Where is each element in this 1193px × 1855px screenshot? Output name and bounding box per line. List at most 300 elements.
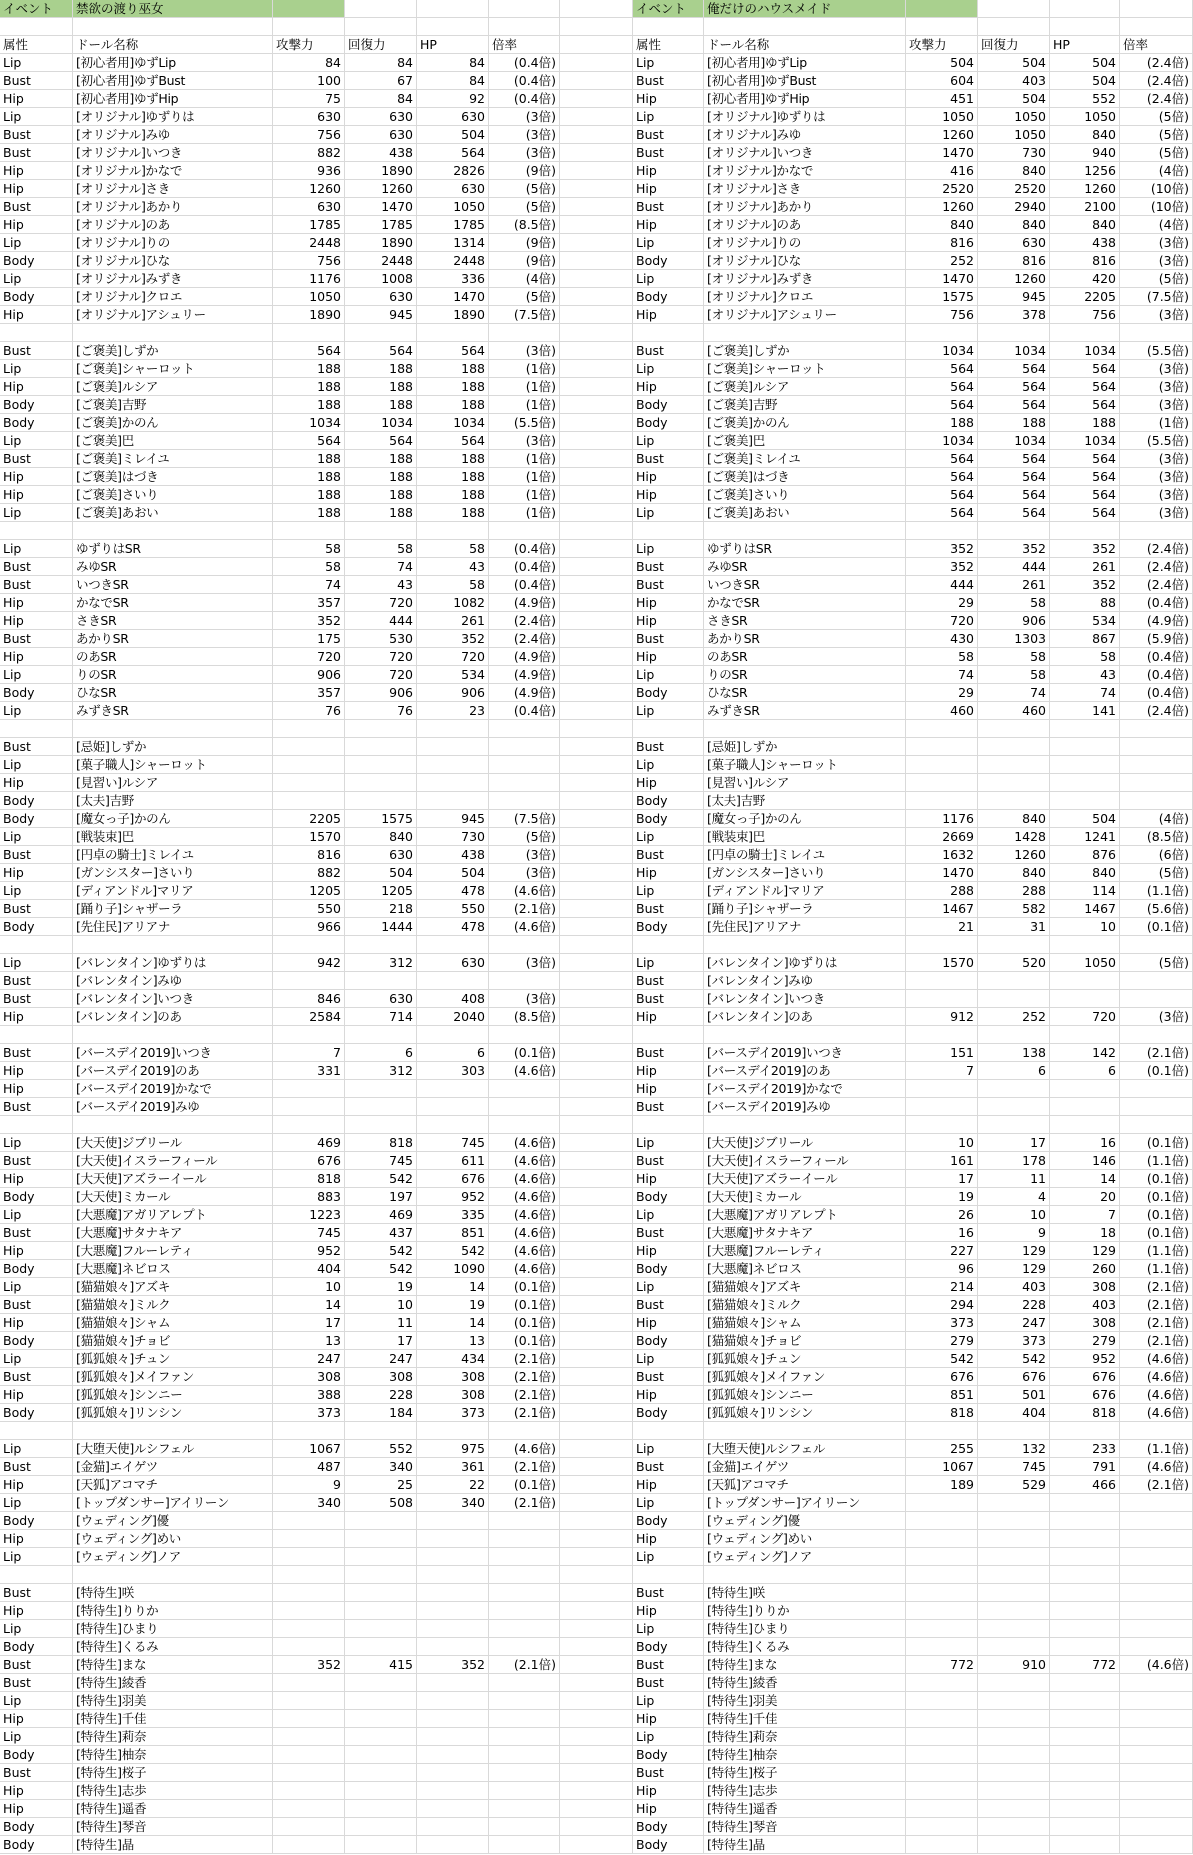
table-cell[interactable]: 564: [906, 378, 978, 396]
table-cell[interactable]: Hip: [633, 1062, 704, 1080]
table-cell[interactable]: [489, 1836, 560, 1854]
table-cell[interactable]: (4.6倍): [1120, 1386, 1193, 1404]
table-cell[interactable]: 564: [417, 432, 489, 450]
table-cell[interactable]: 29: [906, 594, 978, 612]
table-cell[interactable]: [906, 1422, 978, 1440]
table-cell[interactable]: 58: [417, 576, 489, 594]
table-cell[interactable]: [489, 1800, 560, 1818]
table-cell[interactable]: 460: [906, 702, 978, 720]
table-cell[interactable]: [オリジナル]りの: [704, 234, 906, 252]
table-cell[interactable]: 720: [273, 648, 345, 666]
table-cell[interactable]: Lip: [633, 540, 704, 558]
table-cell[interactable]: 469: [273, 1134, 345, 1152]
table-cell[interactable]: Hip: [633, 1800, 704, 1818]
table-cell[interactable]: (5.5倍): [489, 414, 560, 432]
table-cell[interactable]: 340: [417, 1494, 489, 1512]
table-cell[interactable]: [345, 1620, 417, 1638]
table-cell[interactable]: 676: [906, 1368, 978, 1386]
table-cell[interactable]: [大堕天使]ルシフェル: [73, 1440, 273, 1458]
table-cell[interactable]: 1570: [273, 828, 345, 846]
table-cell[interactable]: 74: [978, 684, 1050, 702]
table-cell[interactable]: 952: [273, 1242, 345, 1260]
table-cell[interactable]: [345, 1098, 417, 1116]
table-cell[interactable]: [バースデイ2019]いつき: [704, 1044, 906, 1062]
table-cell[interactable]: Lip: [633, 1620, 704, 1638]
table-cell[interactable]: (8.5倍): [489, 1008, 560, 1026]
table-cell[interactable]: (0.1倍): [1120, 918, 1193, 936]
table-cell[interactable]: [オリジナル]みゆ: [73, 126, 273, 144]
table-cell[interactable]: Lip: [633, 108, 704, 126]
table-cell[interactable]: [560, 486, 633, 504]
table-cell[interactable]: 404: [273, 1260, 345, 1278]
table-cell[interactable]: 129: [978, 1242, 1050, 1260]
table-cell[interactable]: Bust: [633, 198, 704, 216]
table-cell[interactable]: [0, 324, 73, 342]
table-cell[interactable]: [345, 1782, 417, 1800]
table-cell[interactable]: Body: [633, 1188, 704, 1206]
table-cell[interactable]: Lip: [0, 1548, 73, 1566]
table-cell[interactable]: [560, 1764, 633, 1782]
table-cell[interactable]: [560, 1278, 633, 1296]
table-cell[interactable]: 252: [906, 252, 978, 270]
table-cell[interactable]: [345, 1080, 417, 1098]
table-cell[interactable]: [345, 1818, 417, 1836]
table-cell[interactable]: 261: [1050, 558, 1120, 576]
table-cell[interactable]: 818: [1050, 1404, 1120, 1422]
table-cell[interactable]: (0.1倍): [1120, 1062, 1193, 1080]
table-cell[interactable]: [273, 774, 345, 792]
table-cell[interactable]: (2.1倍): [489, 1350, 560, 1368]
table-cell[interactable]: Bust: [0, 576, 73, 594]
table-cell[interactable]: 58: [345, 540, 417, 558]
table-cell[interactable]: 1050: [906, 108, 978, 126]
table-cell[interactable]: [560, 288, 633, 306]
table-cell[interactable]: 1890: [345, 234, 417, 252]
table-cell[interactable]: [忌姫]しずか: [73, 738, 273, 756]
table-cell[interactable]: 58: [273, 540, 345, 558]
table-cell[interactable]: 430: [906, 630, 978, 648]
table-cell[interactable]: (4倍): [489, 270, 560, 288]
table-cell[interactable]: 1785: [417, 216, 489, 234]
table-cell[interactable]: Body: [0, 684, 73, 702]
table-cell[interactable]: [太夫]吉野: [704, 792, 906, 810]
table-cell[interactable]: [345, 1548, 417, 1566]
table-cell[interactable]: [560, 1692, 633, 1710]
table-cell[interactable]: [345, 1566, 417, 1584]
table-cell[interactable]: [978, 1836, 1050, 1854]
table-cell[interactable]: 630: [417, 108, 489, 126]
table-cell[interactable]: [560, 774, 633, 792]
table-cell[interactable]: 352: [1050, 576, 1120, 594]
table-cell[interactable]: [978, 972, 1050, 990]
event-header-cell[interactable]: [560, 0, 633, 18]
table-cell[interactable]: [633, 1566, 704, 1584]
table-cell[interactable]: 252: [978, 1008, 1050, 1026]
table-cell[interactable]: (2.4倍): [1120, 72, 1193, 90]
table-cell[interactable]: Hip: [633, 486, 704, 504]
table-cell[interactable]: Body: [633, 252, 704, 270]
table-cell[interactable]: [大悪魔]ネビロス: [704, 1260, 906, 1278]
table-cell[interactable]: [73, 1026, 273, 1044]
table-cell[interactable]: [特待生]綾香: [73, 1674, 273, 1692]
table-cell[interactable]: 542: [345, 1260, 417, 1278]
table-cell[interactable]: 31: [978, 918, 1050, 936]
table-cell[interactable]: 818: [906, 1404, 978, 1422]
table-cell[interactable]: 1632: [906, 846, 978, 864]
event-header-cell[interactable]: [417, 0, 489, 18]
table-cell[interactable]: 75: [273, 90, 345, 108]
event-header-cell[interactable]: [906, 0, 978, 18]
table-cell[interactable]: 676: [1050, 1386, 1120, 1404]
table-cell[interactable]: Body: [633, 918, 704, 936]
table-cell[interactable]: 756: [906, 306, 978, 324]
table-cell[interactable]: 542: [906, 1350, 978, 1368]
table-cell[interactable]: [704, 1566, 906, 1584]
table-cell[interactable]: Body: [0, 918, 73, 936]
table-cell[interactable]: 188: [417, 468, 489, 486]
table-cell[interactable]: 14: [273, 1296, 345, 1314]
table-cell[interactable]: Hip: [0, 1314, 73, 1332]
table-cell[interactable]: Lip: [0, 1692, 73, 1710]
table-cell[interactable]: [猫猫娘々]アズキ: [73, 1278, 273, 1296]
table-cell[interactable]: [バースデイ2019]みゆ: [73, 1098, 273, 1116]
table-cell[interactable]: Hip: [633, 864, 704, 882]
table-cell[interactable]: [560, 1602, 633, 1620]
table-cell[interactable]: Lip: [0, 270, 73, 288]
table-cell[interactable]: [978, 1512, 1050, 1530]
table-cell[interactable]: [704, 324, 906, 342]
table-cell[interactable]: Lip: [633, 1494, 704, 1512]
table-cell[interactable]: (2.1倍): [1120, 1476, 1193, 1494]
table-cell[interactable]: Bust: [0, 1458, 73, 1476]
table-cell[interactable]: Body: [633, 1512, 704, 1530]
table-cell[interactable]: 10: [1050, 918, 1120, 936]
table-cell[interactable]: 2584: [273, 1008, 345, 1026]
table-cell[interactable]: (3倍): [1120, 396, 1193, 414]
table-cell[interactable]: [狐狐娘々]シンニー: [73, 1386, 273, 1404]
table-cell[interactable]: (0.1倍): [489, 1278, 560, 1296]
table-cell[interactable]: [猫猫娘々]アズキ: [704, 1278, 906, 1296]
table-cell[interactable]: 352: [417, 1656, 489, 1674]
table-cell[interactable]: 912: [906, 1008, 978, 1026]
table-cell[interactable]: [オリジナル]のあ: [73, 216, 273, 234]
table-cell[interactable]: 420: [1050, 270, 1120, 288]
table-cell[interactable]: 25: [345, 1476, 417, 1494]
table-cell[interactable]: 564: [273, 432, 345, 450]
table-cell[interactable]: 720: [906, 612, 978, 630]
table-cell[interactable]: [ガンシスター]さいり: [704, 864, 906, 882]
table-cell[interactable]: [978, 1782, 1050, 1800]
table-cell[interactable]: (4倍): [1120, 162, 1193, 180]
table-cell[interactable]: 816: [273, 846, 345, 864]
table-cell[interactable]: Bust: [633, 126, 704, 144]
table-cell[interactable]: [特待生]咲: [704, 1584, 906, 1602]
table-cell[interactable]: [489, 1116, 560, 1134]
table-cell[interactable]: [特待生]柚奈: [73, 1746, 273, 1764]
table-cell[interactable]: [1050, 1530, 1120, 1548]
table-cell[interactable]: 58: [978, 594, 1050, 612]
table-cell[interactable]: Body: [0, 792, 73, 810]
table-cell[interactable]: Body: [0, 288, 73, 306]
table-cell[interactable]: [906, 1116, 978, 1134]
table-cell[interactable]: Bust: [0, 1098, 73, 1116]
table-cell[interactable]: (3倍): [1120, 1008, 1193, 1026]
table-cell[interactable]: Body: [633, 414, 704, 432]
table-cell[interactable]: 552: [1050, 90, 1120, 108]
table-cell[interactable]: (2.1倍): [1120, 1332, 1193, 1350]
table-cell[interactable]: 552: [345, 1440, 417, 1458]
table-cell[interactable]: Body: [633, 1638, 704, 1656]
table-cell[interactable]: (2.1倍): [1120, 1278, 1193, 1296]
table-cell[interactable]: Body: [0, 1404, 73, 1422]
table-cell[interactable]: Hip: [633, 468, 704, 486]
table-cell[interactable]: (7.5倍): [489, 810, 560, 828]
table-cell[interactable]: 906: [273, 666, 345, 684]
table-cell[interactable]: [345, 1710, 417, 1728]
table-cell[interactable]: [オリジナル]かなで: [704, 162, 906, 180]
table-cell[interactable]: (2.1倍): [489, 900, 560, 918]
table-cell[interactable]: [オリジナル]いつき: [73, 144, 273, 162]
table-cell[interactable]: [978, 522, 1050, 540]
table-cell[interactable]: 883: [273, 1188, 345, 1206]
table-cell[interactable]: [ご褒美]ミレイユ: [704, 450, 906, 468]
table-cell[interactable]: [1050, 990, 1120, 1008]
table-cell[interactable]: [978, 1494, 1050, 1512]
table-cell[interactable]: [1050, 1026, 1120, 1044]
table-cell[interactable]: [704, 522, 906, 540]
table-cell[interactable]: 357: [273, 594, 345, 612]
table-cell[interactable]: [0, 1116, 73, 1134]
table-cell[interactable]: [345, 936, 417, 954]
table-cell[interactable]: [踊り子]シャザーラ: [704, 900, 906, 918]
table-cell[interactable]: [特待生]志歩: [73, 1782, 273, 1800]
table-cell[interactable]: [狐狐娘々]メイファン: [704, 1368, 906, 1386]
table-cell[interactable]: [906, 522, 978, 540]
table-cell[interactable]: 1470: [906, 864, 978, 882]
table-cell[interactable]: [273, 522, 345, 540]
table-cell[interactable]: [560, 342, 633, 360]
table-cell[interactable]: [489, 1674, 560, 1692]
table-cell[interactable]: [345, 1026, 417, 1044]
table-cell[interactable]: 308: [417, 1368, 489, 1386]
table-cell[interactable]: [489, 1746, 560, 1764]
table-cell[interactable]: [906, 756, 978, 774]
table-cell[interactable]: [バレンタイン]ゆずりは: [73, 954, 273, 972]
table-cell[interactable]: 1241: [1050, 828, 1120, 846]
table-cell[interactable]: Body: [0, 1818, 73, 1836]
table-cell[interactable]: [1120, 1674, 1193, 1692]
table-cell[interactable]: (2.4倍): [1120, 702, 1193, 720]
table-cell[interactable]: [560, 1350, 633, 1368]
table-cell[interactable]: [633, 1026, 704, 1044]
table-cell[interactable]: [273, 1116, 345, 1134]
table-cell[interactable]: 279: [906, 1332, 978, 1350]
table-cell[interactable]: 17: [978, 1134, 1050, 1152]
table-cell[interactable]: 13: [273, 1332, 345, 1350]
table-cell[interactable]: 876: [1050, 846, 1120, 864]
table-cell[interactable]: [345, 1836, 417, 1854]
table-cell[interactable]: 415: [345, 1656, 417, 1674]
table-cell[interactable]: 1034: [1050, 432, 1120, 450]
table-cell[interactable]: Body: [633, 810, 704, 828]
table-cell[interactable]: 1314: [417, 234, 489, 252]
table-cell[interactable]: Hip: [0, 1530, 73, 1548]
table-cell[interactable]: [ご褒美]はづき: [704, 468, 906, 486]
table-cell[interactable]: 4: [978, 1188, 1050, 1206]
table-cell[interactable]: 1067: [273, 1440, 345, 1458]
column-header[interactable]: ドール名称: [704, 36, 906, 54]
table-cell[interactable]: (1倍): [489, 378, 560, 396]
table-cell[interactable]: [560, 918, 633, 936]
table-cell[interactable]: [417, 1512, 489, 1530]
table-cell[interactable]: 460: [978, 702, 1050, 720]
table-cell[interactable]: 745: [273, 1224, 345, 1242]
table-cell[interactable]: Hip: [0, 378, 73, 396]
table-cell[interactable]: [560, 1044, 633, 1062]
table-cell[interactable]: 6: [978, 1062, 1050, 1080]
table-cell[interactable]: 564: [1050, 360, 1120, 378]
table-cell[interactable]: (0.4倍): [1120, 666, 1193, 684]
table-cell[interactable]: [猫猫娘々]チョビ: [73, 1332, 273, 1350]
table-cell[interactable]: 504: [417, 126, 489, 144]
column-header[interactable]: 攻撃力: [906, 36, 978, 54]
table-cell[interactable]: 630: [273, 198, 345, 216]
table-cell[interactable]: [1120, 1566, 1193, 1584]
table-cell[interactable]: [560, 1728, 633, 1746]
table-cell[interactable]: [初心者用]ゆずBust: [704, 72, 906, 90]
table-cell[interactable]: [1050, 774, 1120, 792]
table-cell[interactable]: [1120, 1116, 1193, 1134]
table-cell[interactable]: [オリジナル]りの: [73, 234, 273, 252]
table-cell[interactable]: (3倍): [489, 954, 560, 972]
table-cell[interactable]: 188: [906, 414, 978, 432]
table-cell[interactable]: [1120, 972, 1193, 990]
table-cell[interactable]: (4.6倍): [489, 1170, 560, 1188]
table-cell[interactable]: [先住民]アリアナ: [73, 918, 273, 936]
table-cell[interactable]: 564: [1050, 396, 1120, 414]
table-cell[interactable]: 1050: [1050, 108, 1120, 126]
table-cell[interactable]: [978, 1080, 1050, 1098]
table-cell[interactable]: [ウェディング]めい: [704, 1530, 906, 1548]
table-cell[interactable]: [345, 1674, 417, 1692]
table-cell[interactable]: [560, 414, 633, 432]
table-cell[interactable]: [1050, 738, 1120, 756]
table-cell[interactable]: [バースデイ2019]みゆ: [704, 1098, 906, 1116]
table-cell[interactable]: Lip: [0, 1134, 73, 1152]
table-cell[interactable]: ゆずりはSR: [704, 540, 906, 558]
table-cell[interactable]: 1082: [417, 594, 489, 612]
table-cell[interactable]: Bust: [0, 738, 73, 756]
table-cell[interactable]: [906, 1746, 978, 1764]
table-cell[interactable]: [1120, 1080, 1193, 1098]
table-cell[interactable]: 840: [978, 216, 1050, 234]
table-cell[interactable]: (4.9倍): [1120, 612, 1193, 630]
table-cell[interactable]: [906, 1800, 978, 1818]
table-cell[interactable]: [特待生]まな: [704, 1656, 906, 1674]
column-header[interactable]: 倍率: [489, 36, 560, 54]
table-cell[interactable]: [273, 720, 345, 738]
table-cell[interactable]: [560, 1368, 633, 1386]
table-cell[interactable]: 308: [417, 1386, 489, 1404]
table-cell[interactable]: [特待生]晶: [704, 1836, 906, 1854]
table-cell[interactable]: 2448: [417, 252, 489, 270]
table-cell[interactable]: [273, 1710, 345, 1728]
table-cell[interactable]: 67: [345, 72, 417, 90]
table-cell[interactable]: [978, 1530, 1050, 1548]
table-cell[interactable]: [狐狐娘々]メイファン: [73, 1368, 273, 1386]
table-cell[interactable]: [978, 1800, 1050, 1818]
table-cell[interactable]: [バースデイ2019]かなで: [704, 1080, 906, 1098]
table-cell[interactable]: Bust: [633, 558, 704, 576]
table-cell[interactable]: (4.6倍): [489, 1188, 560, 1206]
table-cell[interactable]: 58: [273, 558, 345, 576]
table-cell[interactable]: 19: [906, 1188, 978, 1206]
table-cell[interactable]: Bust: [633, 576, 704, 594]
table-cell[interactable]: [1050, 1116, 1120, 1134]
empty-cell[interactable]: [978, 18, 1050, 36]
table-cell[interactable]: 1034: [273, 414, 345, 432]
table-cell[interactable]: [273, 1512, 345, 1530]
event-header-cell[interactable]: [1120, 0, 1193, 18]
table-cell[interactable]: (4.6倍): [489, 1206, 560, 1224]
table-cell[interactable]: [バレンタイン]のあ: [73, 1008, 273, 1026]
table-cell[interactable]: 188: [273, 486, 345, 504]
table-cell[interactable]: 58: [978, 666, 1050, 684]
table-cell[interactable]: Body: [0, 1638, 73, 1656]
table-cell[interactable]: (5倍): [1120, 270, 1193, 288]
table-cell[interactable]: [417, 774, 489, 792]
table-cell[interactable]: りのSR: [704, 666, 906, 684]
table-cell[interactable]: [特待生]ひまり: [73, 1620, 273, 1638]
table-cell[interactable]: 630: [345, 108, 417, 126]
table-cell[interactable]: Hip: [633, 162, 704, 180]
table-cell[interactable]: [906, 1530, 978, 1548]
table-cell[interactable]: (4.6倍): [1120, 1458, 1193, 1476]
table-cell[interactable]: (4倍): [1120, 810, 1193, 828]
table-cell[interactable]: 1428: [978, 828, 1050, 846]
table-cell[interactable]: 564: [906, 396, 978, 414]
table-cell[interactable]: 630: [345, 990, 417, 1008]
table-cell[interactable]: [345, 756, 417, 774]
table-cell[interactable]: 84: [345, 90, 417, 108]
table-cell[interactable]: [560, 1008, 633, 1026]
table-cell[interactable]: 19: [417, 1296, 489, 1314]
table-cell[interactable]: [273, 1026, 345, 1044]
table-cell[interactable]: [560, 1422, 633, 1440]
table-cell[interactable]: [560, 432, 633, 450]
column-header[interactable]: 攻撃力: [273, 36, 345, 54]
table-cell[interactable]: 14: [417, 1278, 489, 1296]
table-cell[interactable]: Hip: [0, 594, 73, 612]
table-cell[interactable]: 188: [273, 450, 345, 468]
table-cell[interactable]: (0.4倍): [1120, 684, 1193, 702]
table-cell[interactable]: [978, 1098, 1050, 1116]
table-cell[interactable]: [ご褒美]かのん: [73, 414, 273, 432]
table-cell[interactable]: [1120, 1422, 1193, 1440]
table-cell[interactable]: [オリジナル]ひな: [704, 252, 906, 270]
table-cell[interactable]: (4.9倍): [489, 684, 560, 702]
table-cell[interactable]: Lip: [633, 54, 704, 72]
table-cell[interactable]: (4.6倍): [1120, 1404, 1193, 1422]
table-cell[interactable]: (3倍): [489, 144, 560, 162]
table-cell[interactable]: 214: [906, 1278, 978, 1296]
table-cell[interactable]: [1120, 1026, 1193, 1044]
table-cell[interactable]: [ご褒美]さいり: [704, 486, 906, 504]
table-cell[interactable]: Hip: [633, 378, 704, 396]
table-cell[interactable]: 308: [345, 1368, 417, 1386]
table-cell[interactable]: (5倍): [1120, 126, 1193, 144]
table-cell[interactable]: 1570: [906, 954, 978, 972]
